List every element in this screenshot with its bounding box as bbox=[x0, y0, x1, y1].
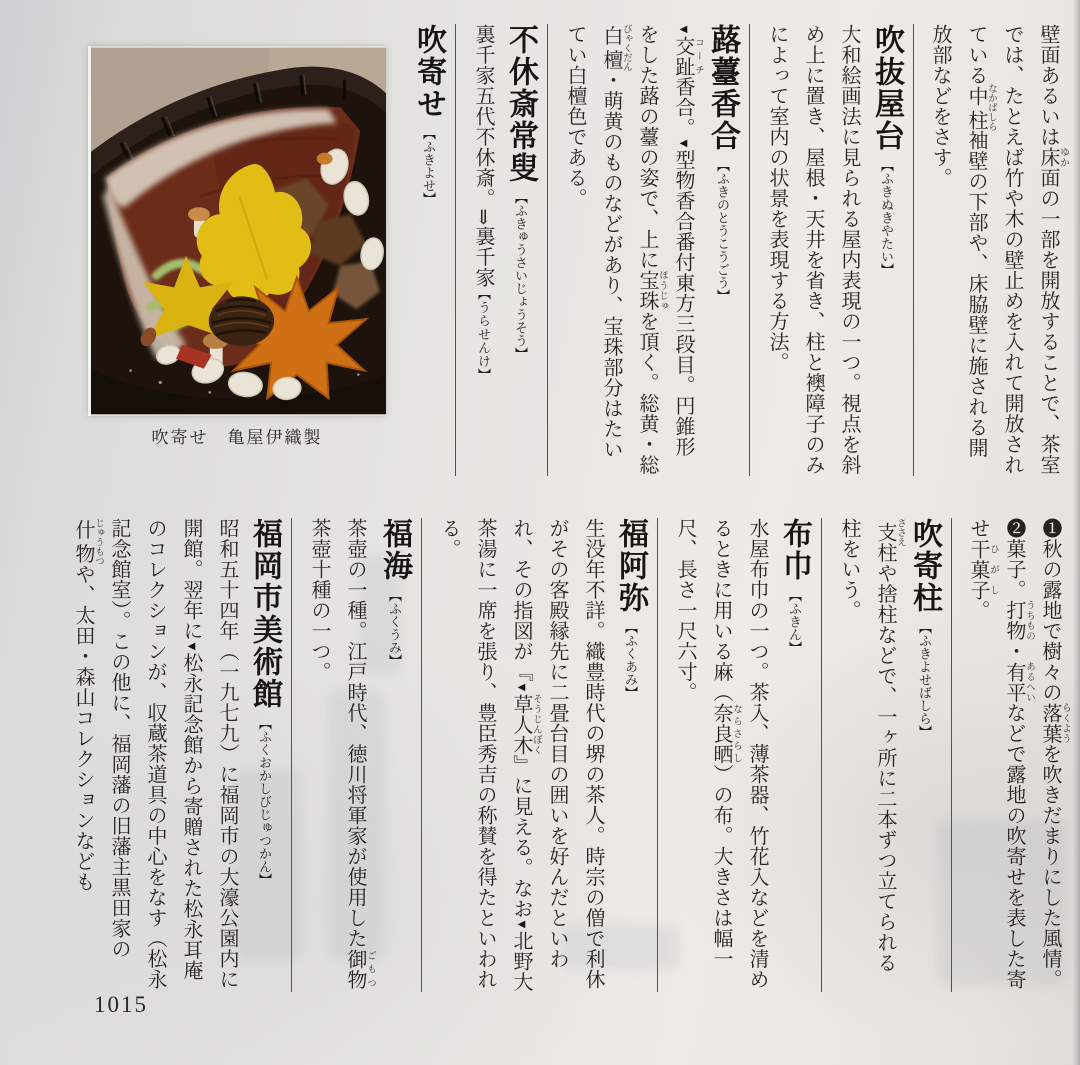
cross-reference-icon: ◀ bbox=[678, 138, 689, 150]
cross-reference-icon: ◀ bbox=[186, 641, 197, 653]
entry-headline bbox=[409, 24, 447, 476]
dictionary-entry bbox=[554, 24, 750, 476]
entry-reading: 【ふきゅうさいじょうそう】 bbox=[513, 191, 528, 360]
entry-body: 水屋布巾の一つ。茶入、薄茶器、竹花入などを清めるときに用いる麻（奈良晒 ならさらし）の布。大きさは幅一尺、長さ一尺六寸。 bbox=[674, 518, 768, 990]
dictionary-entry bbox=[428, 518, 658, 992]
entry-headline bbox=[611, 518, 649, 992]
entry-reading: 【ふきよせばしら】 bbox=[917, 621, 932, 738]
entry-headword: 蕗薹香合 bbox=[706, 24, 739, 152]
entry-body: 裏千家五代不休斎。⇒裏千家【うらせんけ】 bbox=[472, 24, 494, 382]
entry-reading: 【ふくおかしびじゅつかん】 bbox=[257, 717, 272, 886]
entry-headline bbox=[905, 518, 943, 992]
continuation-text: 壁面あるいは床 ゆか面の一部を開放することで、茶室では、たとえば竹や木の壁止めを入れて開放されている中柱 なかばしら袖壁の下部や、床脇壁に施される開放部などをさす。 bbox=[929, 24, 1068, 475]
cross-reference-icon: ◀ bbox=[678, 24, 689, 36]
entry-headword: 布巾 bbox=[778, 518, 811, 582]
top-section bbox=[406, 24, 1068, 476]
entry-reading: 【ふきよせ】 bbox=[421, 127, 436, 205]
dictionary-entry bbox=[664, 518, 822, 992]
entry-body: ◀交趾 コーチ香合。◀型物香合番付東方三段目。円錐形をした蕗の薹の姿で、上に宝珠 ほうじゅを頂く。総黄・総白檀 びゃくだん・萌黄のものなどがあり、宝珠部分はたいてい白檀色である。 bbox=[564, 24, 703, 475]
entry-headword: 福阿弥 bbox=[614, 518, 647, 614]
entry-body: 昭和五十四年（一九七九）に福岡市の大濠公園内に開館。翌年に◀松永記念館から寄贈された松永耳庵のコレクションが、収蔵茶道具の中心をなす（松永記念館室）。この他に、福岡藩の旧藩主黒田家の什物 じゅうもつや、太田・森山コレクションなども bbox=[72, 518, 238, 990]
entry-headline bbox=[501, 24, 539, 476]
fukiyose-photo bbox=[88, 46, 386, 416]
entry-headline bbox=[703, 24, 741, 476]
bottom-section bbox=[62, 518, 1070, 992]
dictionary-entry bbox=[62, 518, 292, 992]
continuation-text: ❶秋の露地で樹々の落葉 らくようを吹きだまりにした風情。❷菓子。打物 うちもの・有平 あるへいなどで露地の吹寄せを表した寄せ干菓子 ひがし。 bbox=[967, 518, 1070, 990]
entry-reading: 【ふきのとうこうごう】 bbox=[715, 159, 730, 302]
entry-headword: 吹寄柱 bbox=[908, 518, 941, 614]
entry-headword: 吹抜屋台 bbox=[870, 24, 903, 152]
cross-reference-icon: ◀ bbox=[516, 682, 527, 694]
entry-reading: 【ふくあみ】 bbox=[623, 621, 638, 699]
dictionary-entry bbox=[298, 518, 422, 992]
page-number: 1015 bbox=[94, 992, 148, 1017]
entry-body: 支 ささえ柱や捨柱などで、一ヶ所に二本ずつ立てられる柱をいう。 bbox=[838, 518, 905, 973]
entry-headword: 福岡市美術館 bbox=[248, 518, 281, 710]
page-edge-shadow bbox=[1073, 0, 1080, 1065]
dictionary-entry bbox=[406, 24, 456, 476]
entry-reading: 【ふきん】 bbox=[787, 589, 802, 654]
entry-headline bbox=[375, 518, 413, 992]
cross-reference-icon: ◀ bbox=[516, 919, 527, 931]
dictionary-entry bbox=[828, 518, 952, 992]
photo-caption: 吹寄せ 亀屋伊織製 bbox=[151, 428, 323, 447]
entry-reading: 【ふくうみ】 bbox=[387, 589, 402, 667]
entry-headword: 福海 bbox=[378, 518, 411, 582]
entry-body: 生没年不詳。織豊時代の堺の茶人。時宗の僧で利休がその客殿縁先に二畳台目の囲いを好んだといわれ、その指図が『◀草人木 そうじんぼく』に見える。なお◀北野大茶湯に一席を張り、豊臣秀吉の称賛を得たといわれる。 bbox=[438, 518, 604, 992]
entry-headline bbox=[245, 518, 283, 992]
entry-reading: 【ふきぬきやたい】 bbox=[879, 159, 894, 276]
dictionary-entry bbox=[756, 24, 914, 476]
entry-headword: 不休斎常叟 bbox=[504, 24, 537, 184]
pinecone bbox=[209, 296, 274, 345]
dictionary-entry bbox=[462, 24, 548, 476]
entry-body: 茶壺の一種。江戸時代、徳川将軍家が使用した御物 ごもつ茶壺十種の一つ。 bbox=[308, 518, 375, 990]
entry-headword: 吹寄せ bbox=[412, 24, 445, 120]
entry-headline bbox=[867, 24, 905, 476]
entry-headline bbox=[775, 518, 813, 992]
entry-body: 大和絵画法に見られる屋内表現の一つ。視点を斜め上に置き、屋根・天井を省き、柱と襖障子のみによって室内の状景を表現する方法。 bbox=[766, 24, 860, 475]
